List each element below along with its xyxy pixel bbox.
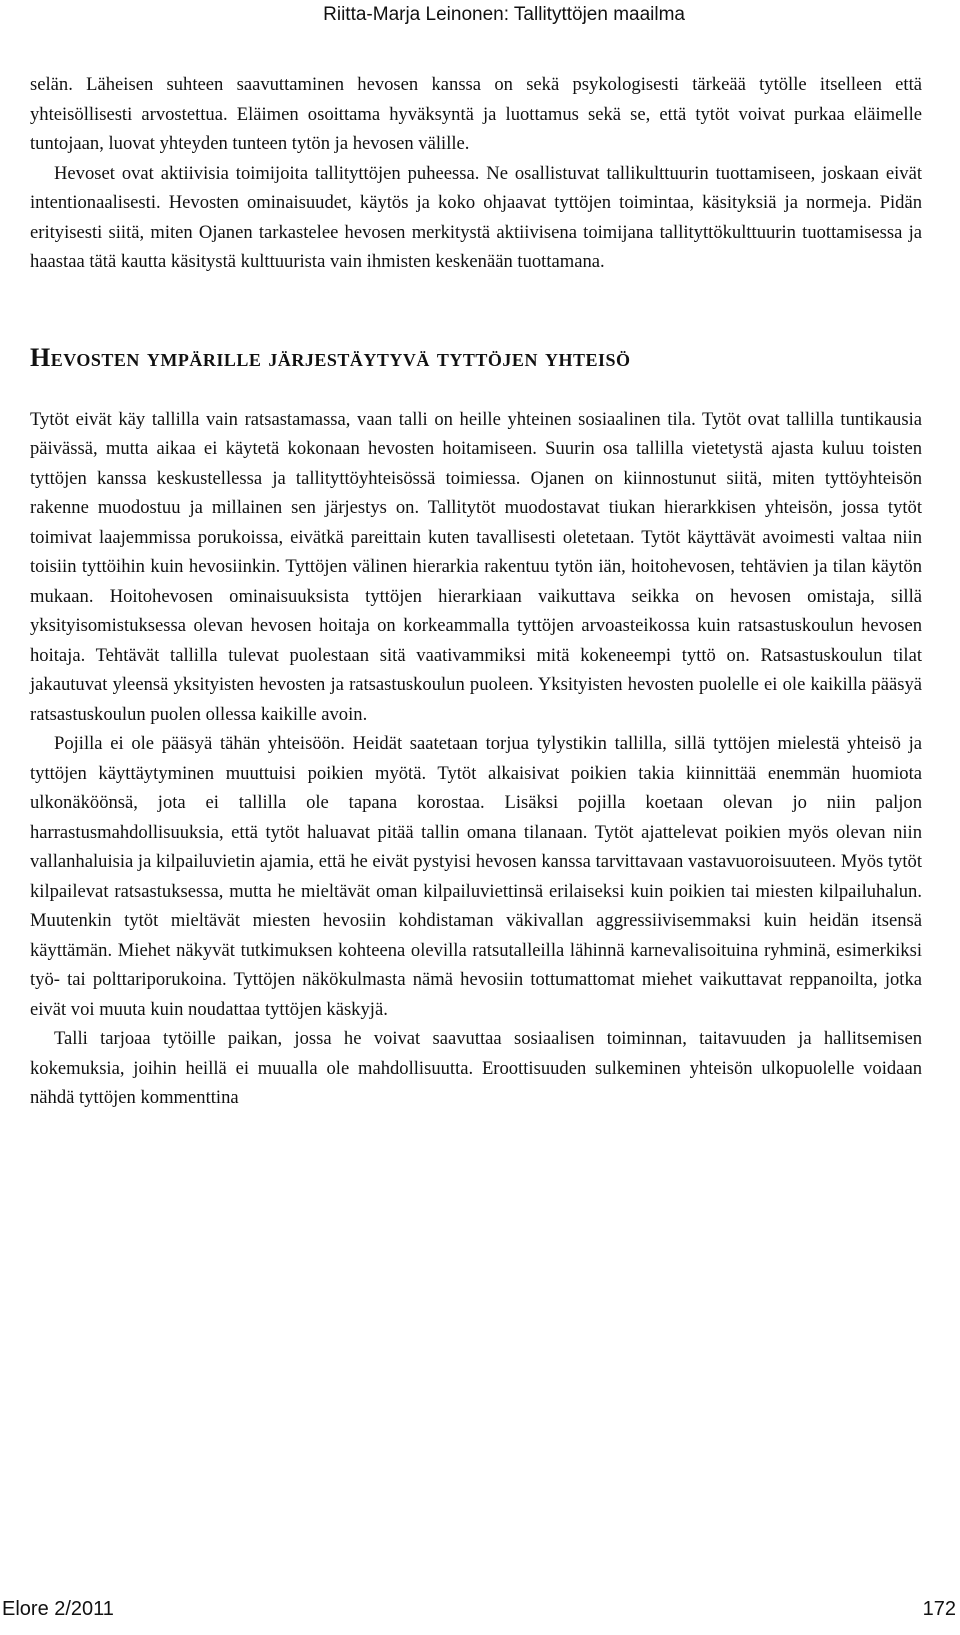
running-footer (0, 1598, 960, 1630)
running-header-title: Riitta-Marja Leinonen: Tallityttöjen maailma (323, 4, 685, 25)
body-paragraph: Tytöt eivät käy tallilla vain ratsastamassa, vaan talli on heille yhteinen sosiaalinen tila. Tytöt ovat tallilla tuntikausia päivässä, mutta aikaa ei käytetä kokonaan hevosten hoitamiseen. Suurin osa tallilla vietetystä ajasta kuluu toisten tyttöjen kanssa keskustellessa ja tallityttöyhteisössä toimiessa. Ojanen on kiinnostunut siitä, miten tyttöyhteisön rakenne muodostuu ja millainen sen järjestys on. Tallitytöt muodostavat tiukan hierarkkisen yhteisön, jossa tytöt toimivat laajemmissa porukoissa, eivätkä pareittain kuten tavallisesti oletetaan. Tytöt käyttävät avoimesti valtaa niin toisiin tyttöihin kuin hevosiinkin. Tyttöjen välinen hierarkia rakentuu tytön iän, hoitohevosen, tehtävien ja tilan käytön mukaan. Hoitohevosen ominaisuuksista tyttöjen hierarkiaan vaikuttava seikka on hevosen omistaja, sillä yksityisomistuksessa olevan hevosen hoitaja on korkeammalla tyttöjen arvoasteikossa kuin ratsastuskoulun hevosen hoitaja. Tehtävät tallilla tulevat puolestaan sitä vaativammiksi mitä kokeneempi tyttö on. Ratsastuskoulun tilat jakautuvat yleensä yksityisten hevosten ja ratsastuskoulun puoleen. Yksityisten hevosten puolelle ei ole kaikilla pääsyä ratsastuskoulun puolen ollessa kaikille avoin. (30, 408, 922, 725)
page-number: 172 (922, 1598, 956, 1620)
body-paragraph: selän. Läheisen suhteen saavuttaminen hevosen kanssa on sekä psykologisesti tärkeää tytölle itselleen että yhteisöllisesti arvostettua. Eläimen osoittama hyväksyntä ja luottamus sekä se, että tytöt voivat purkaa eläimelle tuntojaan, luovat yhteyden tunteen tytön ja hevosen välille. (30, 74, 922, 154)
article-body (30, 70, 922, 1113)
body-paragraph: Hevoset ovat aktiivisia toimijoita tallityttöjen puheessa. Ne osallistuvat tallikulttuurin tuottamiseen, joskaan eivät intentionaalisesti. Hevosten ominaisuudet, käytös ja koko ohjaavat tyttöjen toimintaa, käsityksiä ja normeja. Pidän erityisesti siitä, miten Ojanen tarkastelee hevosen merkitystä aktiivisena toimijana tallityttökulttuurin tuottamisessa ja haastaa tätä kautta käsitystä kulttuurista vain ihmisten keskenään tuottamana. (30, 162, 922, 272)
body-paragraph: Talli tarjoaa tytöille paikan, jossa he voivat saavuttaa sosiaalisen toiminnan, taitavuuden ja hallitsemisen kokemuksia, joihin heillä ei muualla ole mahdollisuutta. Eroottisuuden sulkeminen yhteisön ulkopuolelle voidaan nähdä tyttöjen kommenttina (30, 1028, 922, 1108)
body-paragraph: Pojilla ei ole pääsyä tähän yhteisöön. Heidät saatetaan torjua tylystikin tallilla, sillä tyttöjen mielestä yhteisö ja tyttöjen käyttäytyminen muuttuisi poikien myötä. Tytöt alkaisivat poikien takia kiinnittää enemmän huomiota ulkonäköönsä, jota ei tallilla ole tapana korostaa. Lisäksi pojilla koetaan olevan jo niin paljon harrastusmahdollisuuksia, että tytöt haluavat pitää tallin omana tilanaan. Tytöt ajattelevat poikien myös olevan niin vallanhaluisia ja kilpailuvietin ajamia, että he eivät pystyisi hevosen kanssa tarvittavaan vastavuoroisuuteen. Myös tytöt kilpailevat ratsastuksessa, mutta he mieltävät oman kilpailuviettinsä erilaiseksi kuin poikien tai miesten kilpailuhalun. Muutenkin tytöt mieltävät miesten hevosiin kohdistaman väkivallan aggressiivisemmaksi kuin heidän itsensä käyttämän. Miehet näkyvät tutkimuksen kohteena olevilla ratsutalleilla lähinnä karnevalisoituina ryhminä, esimerkiksi työ- tai polttariporukoina. Tyttöjen näkökulmasta nämä hevosiin tottumattomat miehet vaikuttavat reppanoilta, jotka eivät voi muuta kuin noudattaa tyttöjen käskyjä. (30, 733, 922, 1020)
section-heading: Hevosten ympärille järjestäytyvä tyttöjen yhteisö (30, 342, 631, 372)
journal-issue: Elore 2/2011 (2, 1598, 114, 1620)
